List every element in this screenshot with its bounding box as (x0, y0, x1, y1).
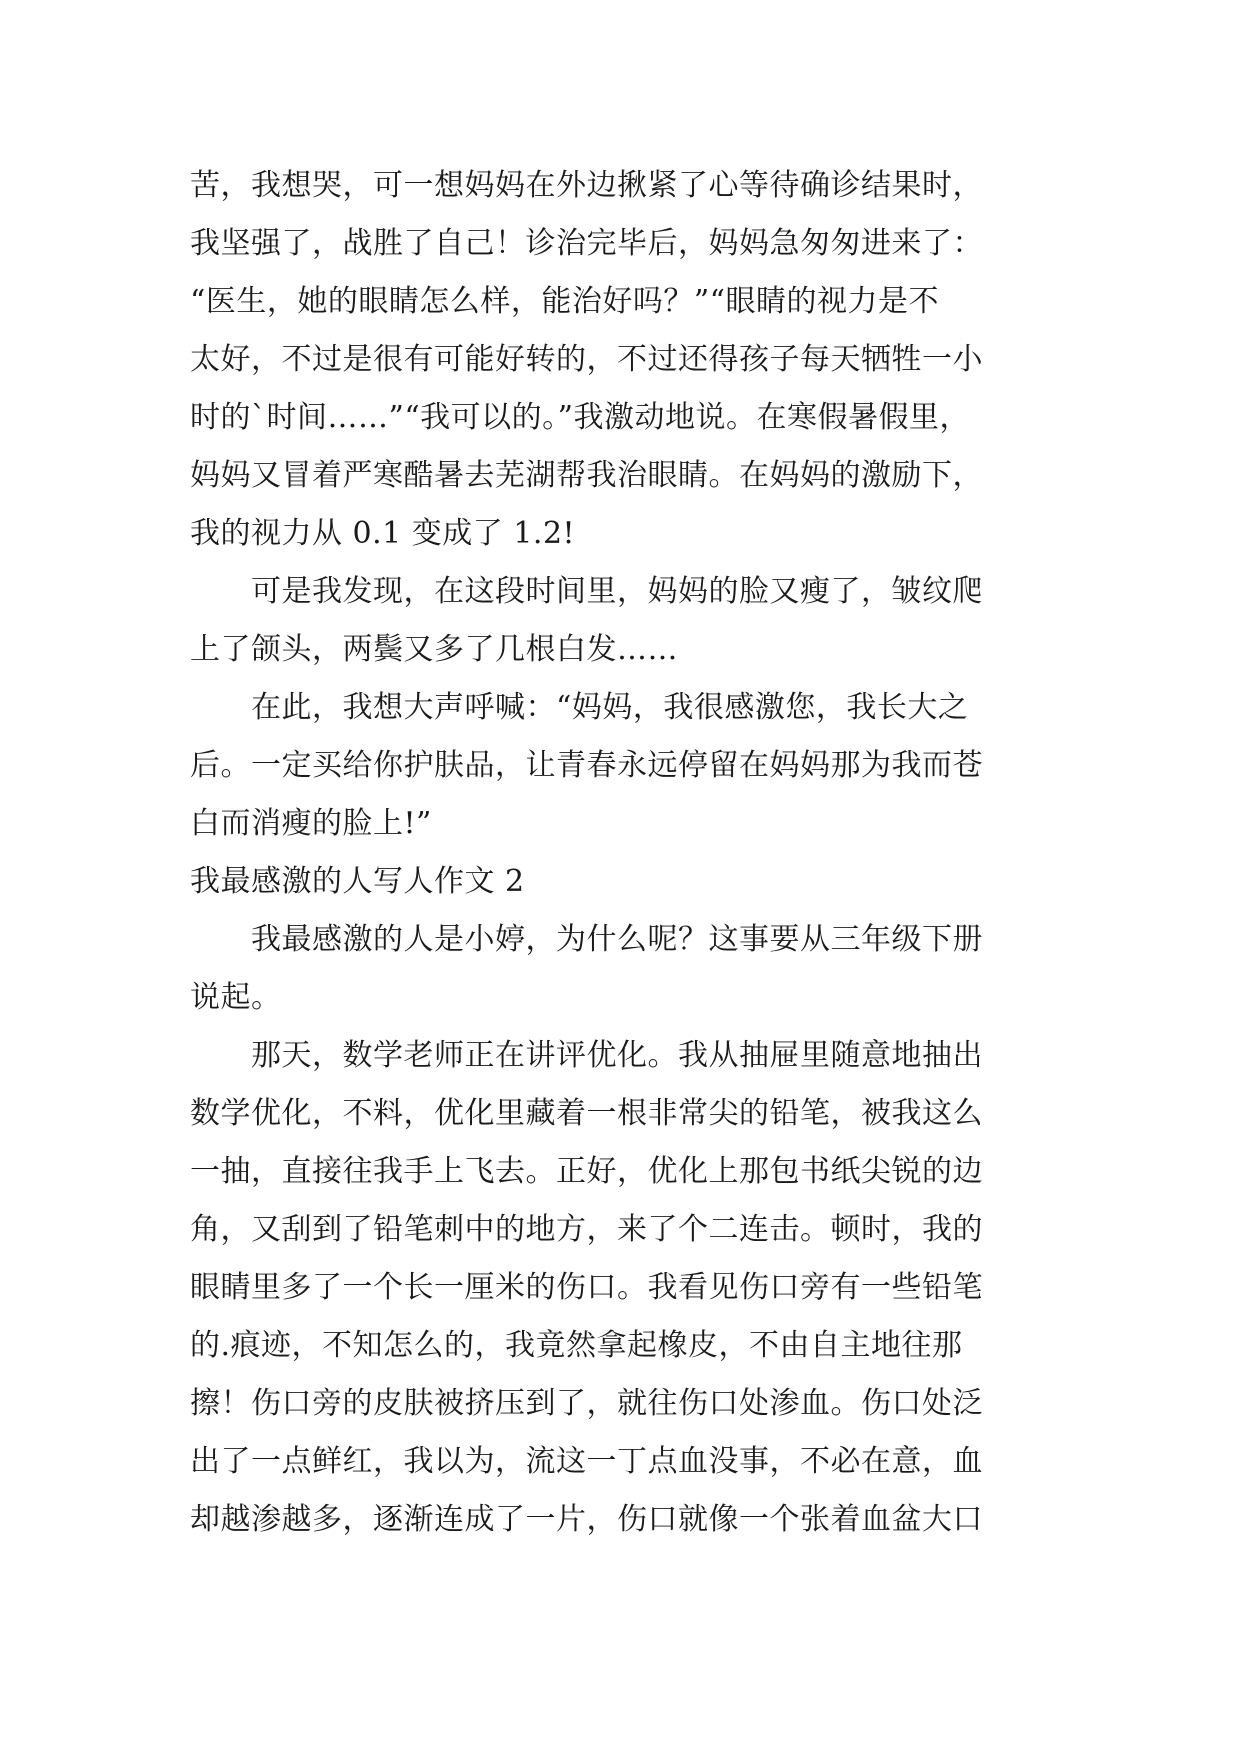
text-line: 苦，我想哭，可一想妈妈在外边揪紧了心等待确诊结果时， (190, 168, 983, 203)
text-line: 后。一定买给你护肤品，让青春永远停留在妈妈那为我而苍 (190, 748, 983, 783)
text-line: 妈妈又冒着严寒酷暑去芜湖帮我治眼睛。在妈妈的激励下， (190, 458, 983, 493)
text-line: 眼睛里多了一个长一厘米的伤口。我看见伤口旁有一些铅笔 (190, 1270, 983, 1305)
text-line: 出了一点鲜红，我以为，流这一丁点血没事，不必在意，血 (190, 1444, 983, 1479)
text-line: 可是我发现，在这段时间里，妈妈的脸又瘦了，皱纹爬 (190, 574, 983, 609)
text-line: 角，又刮到了铅笔刺中的地方，来了个二连击。顿时，我的 (190, 1212, 983, 1247)
text-line: 我坚强了，战胜了自己！诊治完毕后，妈妈急匆匆进来了： (190, 226, 983, 261)
section-heading: 我最感激的人写人作文 2 (190, 864, 525, 899)
text-line: 我的视力从 0.1 变成了 1.2! (190, 516, 576, 551)
text-line: 擦！伤口旁的皮肤被挤压到了，就往伤口处渗血。伤口处泛 (190, 1386, 983, 1421)
text-line: 说起。 (190, 980, 282, 1015)
document-body (190, 157, 1070, 1549)
text-line: 在此，我想大声呼喊：“妈妈，我很感激您，我长大之 (190, 690, 969, 725)
text-line: 的.痕迹，不知怎么的，我竟然拿起橡皮，不由自主地往那 (190, 1328, 963, 1363)
text-line: 白而消瘦的脸上!” (190, 806, 432, 841)
text-line: 数学优化，不料，优化里藏着一根非常尖的铅笔，被我这么 (190, 1096, 983, 1131)
text-line: 太好，不过是很有可能好转的，不过还得孩子每天牺牲一小 (190, 342, 983, 377)
text-line: 那天，数学老师正在讲评优化。我从抽屉里随意地抽出 (190, 1038, 983, 1073)
text-line: 却越渗越多，逐渐连成了一片，伤口就像一个张着血盆大口 (190, 1502, 983, 1537)
text-line: 我最感激的人是小婷，为什么呢？这事要从三年级下册 (190, 922, 983, 957)
text-line: 上了颌头，两鬓又多了几根白发…… (190, 632, 678, 667)
text-line: 一抽，直接往我手上飞去。正好，优化上那包书纸尖锐的边 (190, 1154, 983, 1189)
text-line: “医生，她的眼睛怎么样，能治好吗？”“眼睛的视力是不 (190, 284, 940, 319)
text-line: 时的`时间……”“我可以的。”我激动地说。在寒假暑假里， (190, 400, 971, 435)
